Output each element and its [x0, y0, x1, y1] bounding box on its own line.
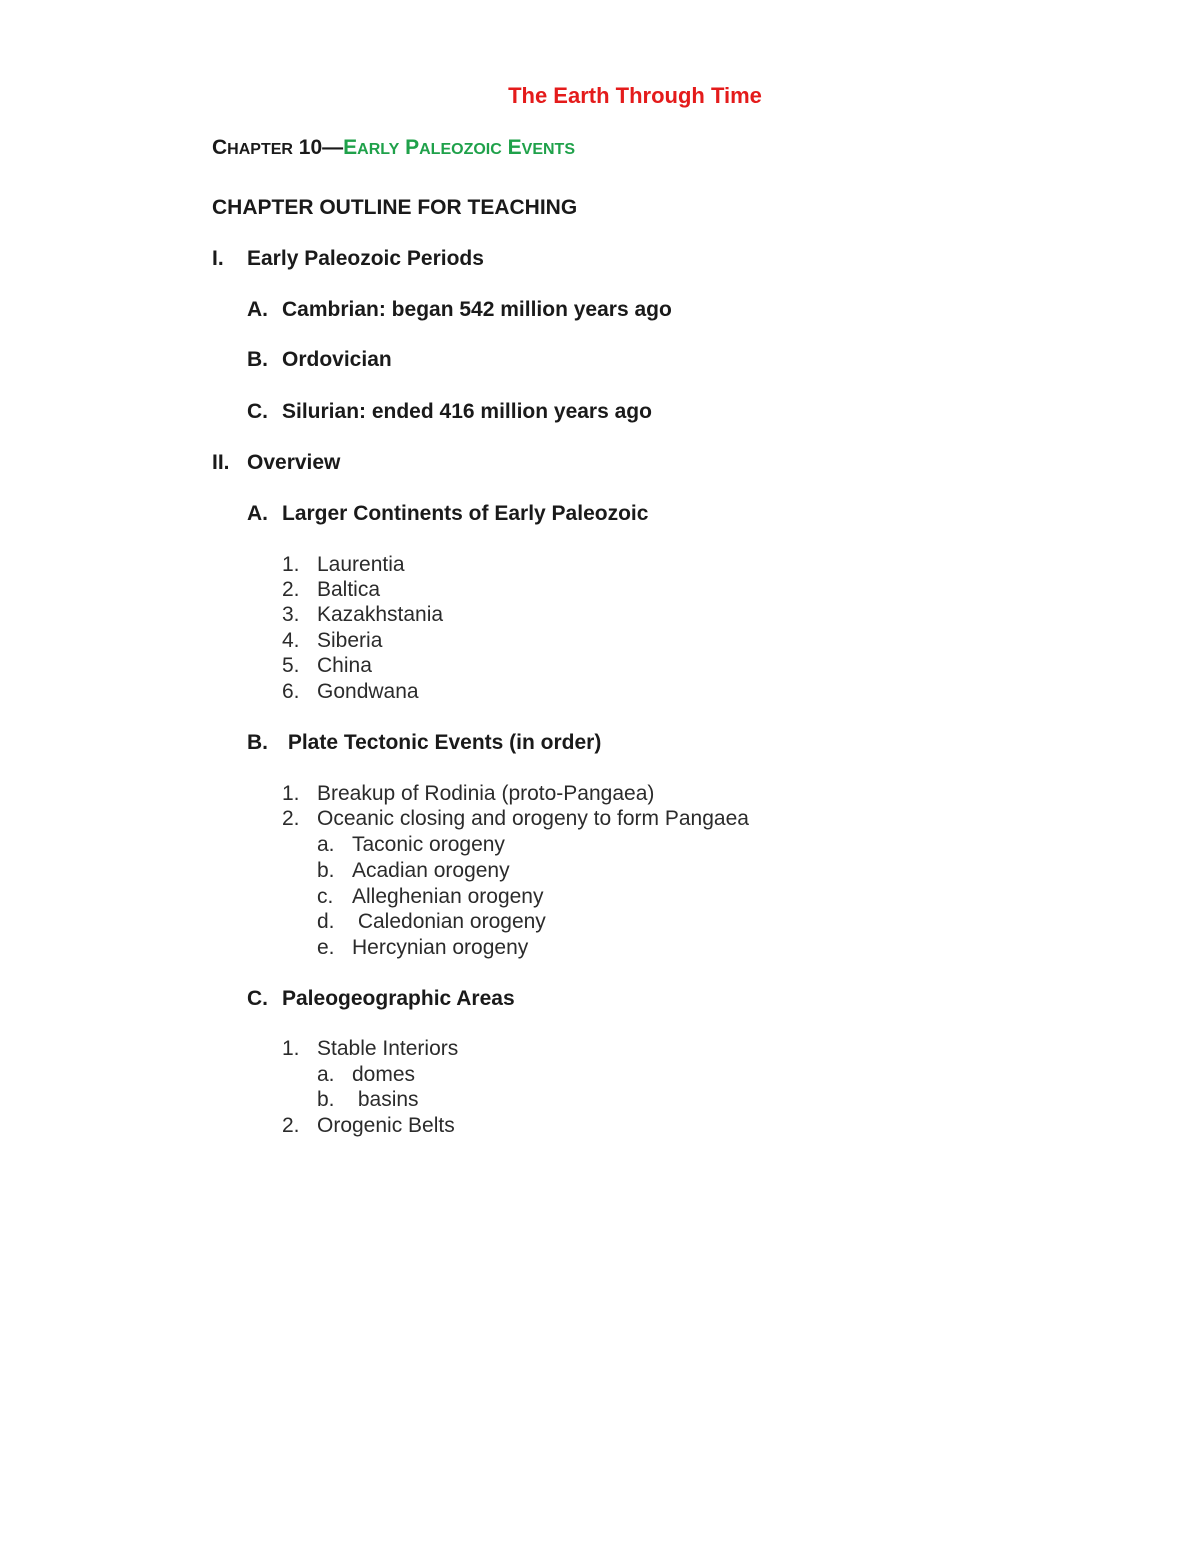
chapter-label-cap: C	[212, 136, 228, 159]
outline-item-level-3	[282, 680, 419, 704]
outline-text: Oceanic closing and orogeny to form Pangaea	[317, 807, 749, 830]
outline-marker: B.	[247, 731, 268, 754]
outline-item-level-3	[282, 578, 380, 602]
outline-marker: 5.	[282, 654, 300, 677]
outline-item-level-3	[282, 603, 443, 627]
outline-text: Laurentia	[317, 553, 405, 576]
outline-text: Stable Interiors	[317, 1037, 459, 1060]
outline-marker: a.	[317, 1063, 335, 1086]
outline-item-level-3	[282, 782, 654, 806]
chapter-name-small: VENTS	[521, 141, 575, 158]
outline-item-level-3	[282, 553, 405, 577]
outline-text: Cambrian: began 542 million years ago	[282, 298, 672, 321]
outline-text: China	[317, 654, 372, 677]
outline-item-level-2	[247, 348, 392, 372]
outline-item-level-3	[282, 654, 372, 678]
outline-marker: I.	[212, 247, 224, 270]
outline-marker: b.	[317, 1088, 335, 1111]
outline-marker: a.	[317, 833, 335, 856]
outline-text: domes	[352, 1063, 416, 1086]
outline-item-level-4	[317, 936, 528, 960]
chapter-name-cap: P	[405, 136, 420, 159]
chapter-number: 10—	[298, 136, 344, 159]
outline-text: Baltica	[317, 578, 381, 601]
outline-item-level-1	[212, 247, 484, 271]
outline-item-level-2	[247, 400, 652, 424]
outline-item-level-2	[247, 987, 515, 1011]
outline-text: Hercynian orogeny	[352, 936, 529, 959]
outline-text: Plate Tectonic Events (in order)	[282, 731, 602, 754]
outline-text: Acadian orogeny	[352, 859, 510, 882]
outline-marker: b.	[317, 859, 335, 882]
outline-item-level-3	[282, 629, 382, 653]
outline-item-level-3	[282, 1037, 458, 1061]
chapter-label-rest: HAPTER	[227, 141, 293, 158]
outline-text: Larger Continents of Early Paleozoic	[282, 502, 649, 525]
outline-marker: C.	[247, 987, 268, 1010]
outline-text: Ordovician	[282, 348, 392, 371]
outline-marker: A.	[247, 502, 268, 525]
outline-marker: 3.	[282, 603, 300, 626]
outline-item-level-2	[247, 731, 601, 755]
outline-item-level-4	[317, 859, 510, 883]
outline-item-level-4	[317, 910, 546, 934]
outline-marker: 1.	[282, 553, 300, 576]
outline-item-level-3	[282, 807, 749, 831]
outline-text: Breakup of Rodinia (proto-Pangaea)	[317, 782, 655, 805]
chapter-name-small: ARLY	[357, 141, 400, 158]
outline-marker: 2.	[282, 578, 300, 601]
outline-item-level-3	[282, 1114, 455, 1138]
outline-item-level-4	[317, 885, 543, 909]
outline-text: Early Paleozoic Periods	[247, 247, 484, 270]
outline-item-level-1	[212, 451, 340, 475]
outline-text: Silurian: ended 416 million years ago	[282, 400, 652, 423]
outline-item-level-2	[247, 298, 672, 322]
outline-text: Gondwana	[317, 680, 419, 703]
outline-text: Paleogeographic Areas	[282, 987, 515, 1010]
outline-marker: C.	[247, 400, 268, 423]
chapter-name	[343, 136, 575, 159]
outline-item-level-4	[317, 1088, 419, 1112]
outline-marker: 2.	[282, 807, 300, 830]
chapter-heading	[212, 136, 575, 160]
chapter-name-cap: E	[343, 136, 358, 159]
outline-marker: 1.	[282, 782, 300, 805]
outline-title: CHAPTER OUTLINE FOR TEACHING	[212, 196, 578, 219]
outline-item-level-4	[317, 833, 505, 857]
chapter-name-small: ALEOZOIC	[419, 141, 502, 158]
outline-marker: B.	[247, 348, 268, 371]
outline-marker: 2.	[282, 1114, 300, 1137]
outline-marker: c.	[317, 885, 334, 908]
outline-marker: A.	[247, 298, 268, 321]
chapter-name-cap: E	[507, 136, 522, 159]
outline-marker: II.	[212, 451, 230, 474]
document-title: The Earth Through Time	[508, 83, 762, 108]
outline-text: Caledonian orogeny	[352, 910, 546, 933]
outline-item-level-4	[317, 1063, 415, 1087]
outline-text: Siberia	[317, 629, 383, 652]
outline-marker: 1.	[282, 1037, 300, 1060]
outline-text: basins	[352, 1088, 419, 1111]
outline-marker: e.	[317, 936, 335, 959]
outline-text: Taconic orogeny	[352, 833, 505, 856]
outline-text: Alleghenian orogeny	[352, 885, 544, 908]
outline-marker: d.	[317, 910, 335, 933]
outline-marker: 6.	[282, 680, 300, 703]
outline-item-level-2	[247, 502, 648, 526]
outline-text: Overview	[247, 451, 341, 474]
outline-text: Orogenic Belts	[317, 1114, 455, 1137]
outline-marker: 4.	[282, 629, 300, 652]
outline-text: Kazakhstania	[317, 603, 444, 626]
